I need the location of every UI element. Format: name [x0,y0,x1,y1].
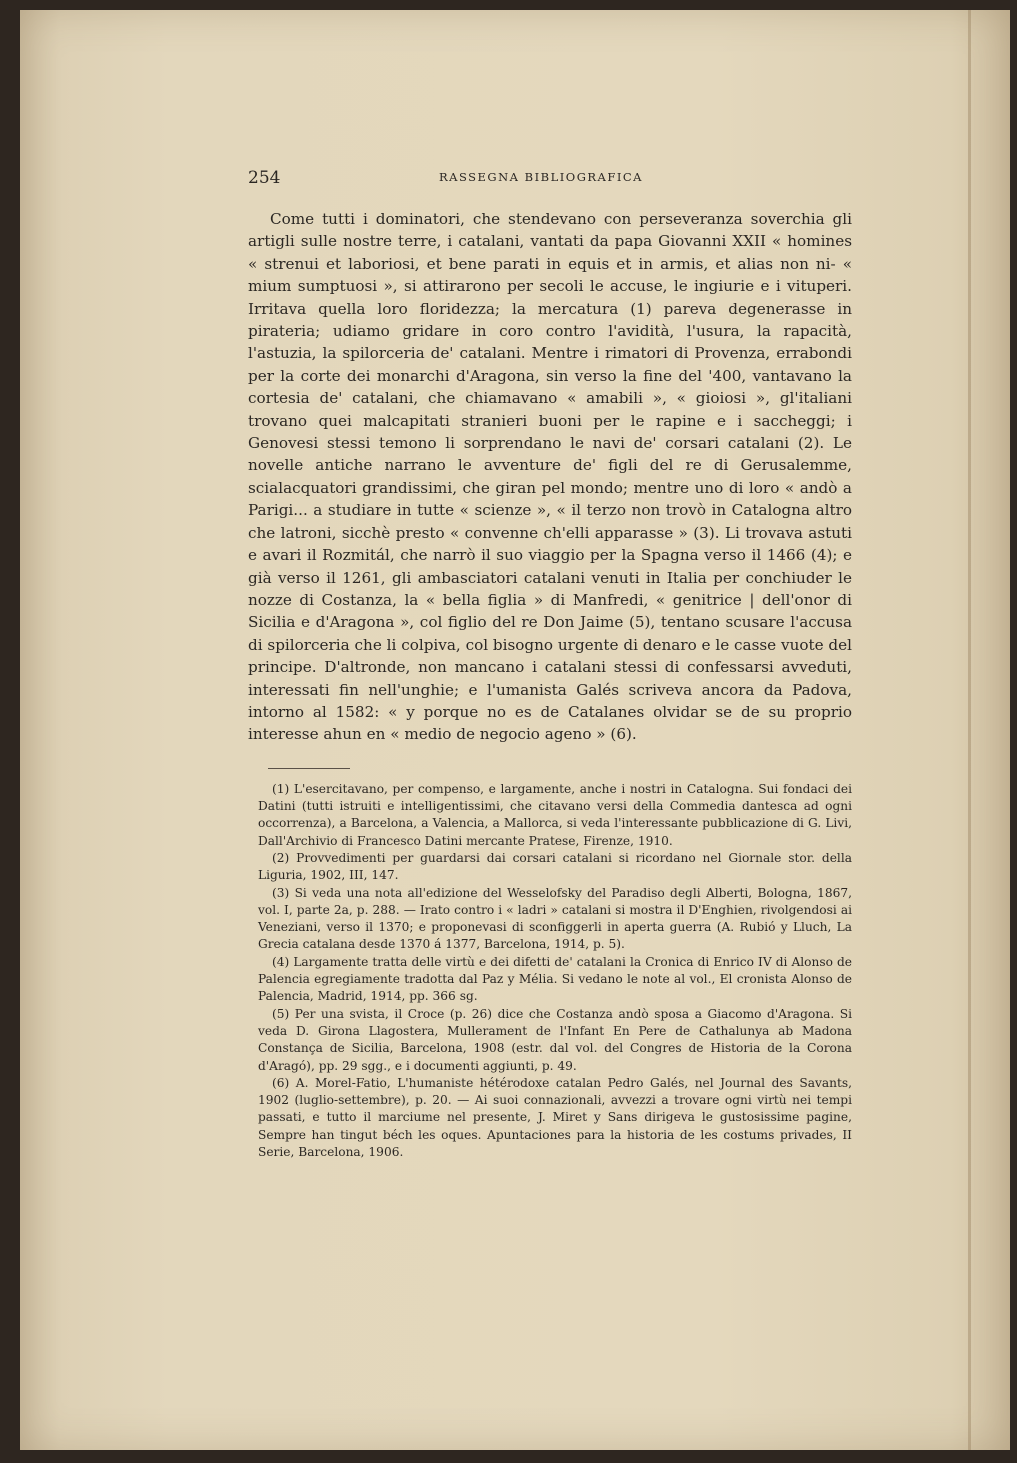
footnote-1: (1) L'esercitavano, per compenso, e largamente, anche i nostri in Catalogna. Sui fondaci dei Datini (tutti istruiti e intelligentissimi, che citavano versi della Commedia dantesca ad ogni occorrenza), a Barcelona, a Valencia, a Mallorca, si veda l'interessante pubblicazione di G. Livi, Dall'Archivio di Francesco Datini mercante Pratese, Firenze, 1910. [258,781,852,848]
footnote-6: (6) A. Morel-Fatio, L'humaniste hétérodoxe catalan Pedro Galés, nel Journal des Savants, 1902 (luglio-settembre), p. 20. — Ai suoi connazionali, avvezzi a trovare ogni virtù nei tempi passati, e tutto il marciume nel presente, J. Miret y Sans dirigeva le gustosissime pagine, Sempre han tingut béch les oques. Apuntaciones para la historia de les costums privades, II Serie, Barcelona, 1906. [258,1075,852,1159]
running-head-title: RASSEGNA BIBLIOGRAFICA [439,170,643,184]
footnote-3: (3) Si veda una nota all'edizione del Wesselofsky del Paradiso degli Alberti, Bologna, 1867, vol. I, parte 2a, p. 288. — Irato contro i « ladri » catalani si mostra il D'Enghien, rivolgendosi ai Veneziani, verso il 1370; e proponevasi di sconfiggerli in aperta guerra (A. Rubió y Lluch, La Grecia catalana desde 1370 á 1377, Barcelona, 1914, p. 5). [258,885,852,952]
page-fold-shadow [968,10,971,1450]
footnote-2: (2) Provvedimenti per guardarsi dai corsari catalani si ricordano nel Giornale stor. della Liguria, 1902, III, 147. [258,850,852,883]
body-paragraph: Come tutti i dominatori, che stendevano con perseveranza soverchia gli artigli sulle nostre terre, i catalani, vantati da papa Giovanni XXII « homines « strenui et laboriosi, et bene parati in equis et in armis, et alias non ni- « mium sumptuosi », si attirarono per secoli le accuse, le ingiurie e i vituperi. Irritava quella loro floridezza; la mercatura (1) pareva degenerasse in pirateria; udiamo gridare in coro contro l'avidità, l'usura, la rapacità, l'astuzia, la spilorceria de' catalani. Mentre i rimatori di Provenza, errabondi per la corte dei monarchi d'Aragona, sin verso la fine del '400, vantavano la cortesia de' catalani, che chiamavano « amabili », « gioiosi », gl'italiani trovano quei malcapitati stranieri buoni per le rapine e i saccheggi; i Genovesi stessi temono li sorprendano le navi de' corsari catalani (2). Le novelle antiche narrano le avventure de' figli del re di Gerusalemme, scialacquatori grandissimi, che giran pel mondo; mentre uno di loro « andò a Parigi... a studiare in tutte « scienze », « il terzo non trovò in Catalogna altro che latroni, sicchè presto « convenne ch'elli apparasse » (3). Li trovava astuti e avari il Rozmitál, che narrò il suo viaggio per la Spagna verso il 1466 (4); e già verso il 1261, gli ambasciatori catalani venuti in Italia per conchiuder le nozze di Costanza, la « bella figlia » di Manfredi, « genitrice | dell'onor di Sicilia e d'Aragona », col figlio del re Don Jaime (5), tentano scusare l'accusa di spilorceria che li colpiva, col bisogno urgente di denaro e le casse vuote del principe. D'altronde, non mancano i catalani stessi di confessarsi avveduti, interessati fin nell'unghie; e l'umanista Galés scriveva ancora da Padova, intorno al 1582: « y porque no es de Catalanes olvidar se de su proprio interesse ahun en « medio de negocio ageno » (6). [248,210,852,744]
footnote-5: (5) Per una svista, il Croce (p. 26) dice che Costanza andò sposa a Giacomo d'Aragona. Si veda D. Girona Llagostera, Mullerament de l'Infant En Pere de Cathalunya ab Madona Constança de Sicilia, Barcelona, 1908 (estr. dal vol. del Congres de Historia de la Corona d'Aragó), pp. 29 sgg., e i documenti aggiunti, p. 49. [258,1006,852,1073]
running-head [230,164,852,188]
page-content [230,164,852,1161]
page-number: 254 [248,168,281,188]
footnote-separator [268,768,350,769]
footnote-4: (4) Largamente tratta delle virtù e dei difetti de' catalani la Cronica di Enrico IV di Alonso de Palencia egregiamente tradotta dal Paz y Mélia. Si vedano le note al vol., El cronista Alonso de Palencia, Madrid, 1914, pp. 366 sg. [258,954,852,1004]
footnotes [230,781,852,1162]
